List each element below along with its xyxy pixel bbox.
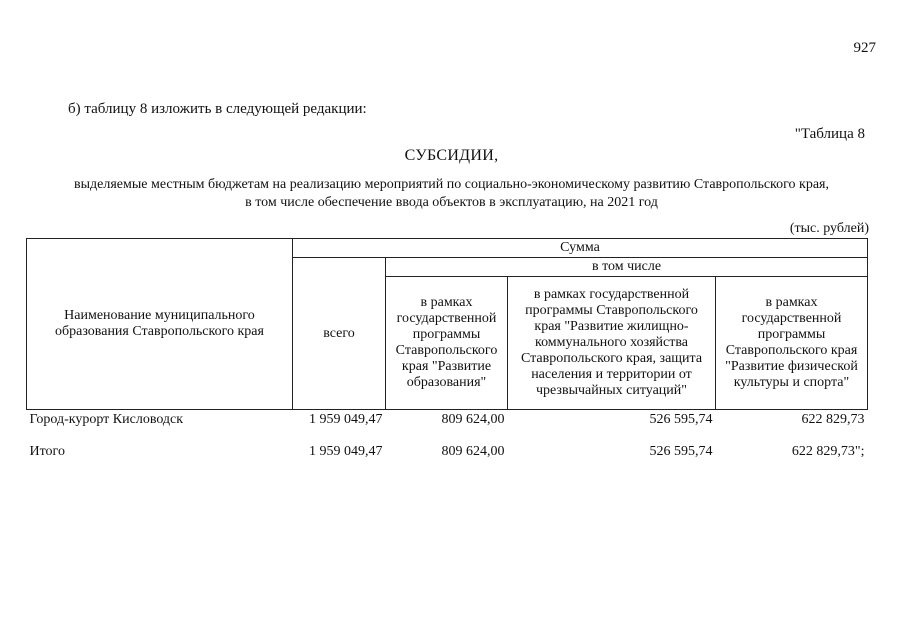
row-program-education: 809 624,00: [441, 412, 505, 427]
header-program-housing: в рамках государственной программы Ставропольского края "Развитие жилищно-коммунального хозяйства Ставропольского края, защита населения и территории от чрезвычайных ситуаций": [508, 277, 716, 410]
total-program-education: 809 624,00: [441, 444, 505, 459]
subsidies-table: [26, 238, 868, 474]
header-including: в том числе: [386, 258, 868, 277]
subtitle-line-2: в том числе обеспечение ввода объектов в эксплуатацию, на 2021 год: [245, 195, 658, 210]
header-municipality: Наименование муниципального образования Ставропольского края: [27, 239, 293, 410]
page-number: 927: [853, 40, 876, 56]
total-program-sport: 622 829,73";: [791, 444, 865, 459]
row-total: 1 959 049,47: [309, 412, 383, 427]
table-row: [27, 410, 868, 445]
subtitle-line-1: выделяемые местным бюджетам на реализацию мероприятий по социально-экономическому развитию Ставропольского края,: [74, 177, 829, 192]
row-municipality: Город-курорт Кисловодск: [29, 412, 184, 427]
table-row-total: [27, 444, 868, 474]
header-program-education: в рамках государственной программы Ставропольского края "Развитие образования": [386, 277, 508, 410]
document-title: СУБСИДИИ,: [404, 147, 499, 164]
header-sum: Сумма: [293, 239, 868, 258]
table-caption: "Таблица 8: [794, 126, 865, 142]
row-program-housing: 526 595,74: [649, 412, 713, 427]
total-program-housing: 526 595,74: [649, 444, 713, 459]
document-subtitle: [0, 176, 903, 212]
header-program-sport: в рамках государственной программы Ставропольского края "Развитие физической культуры и спорта": [716, 277, 868, 410]
total-sum: 1 959 049,47: [309, 444, 383, 459]
total-label: Итого: [29, 444, 65, 459]
amendment-instruction: б) таблицу 8 изложить в следующей редакции:: [68, 101, 367, 117]
header-total: всего: [293, 258, 386, 410]
row-program-sport: 622 829,73: [801, 412, 865, 427]
units-label: (тыс. рублей): [789, 221, 869, 236]
